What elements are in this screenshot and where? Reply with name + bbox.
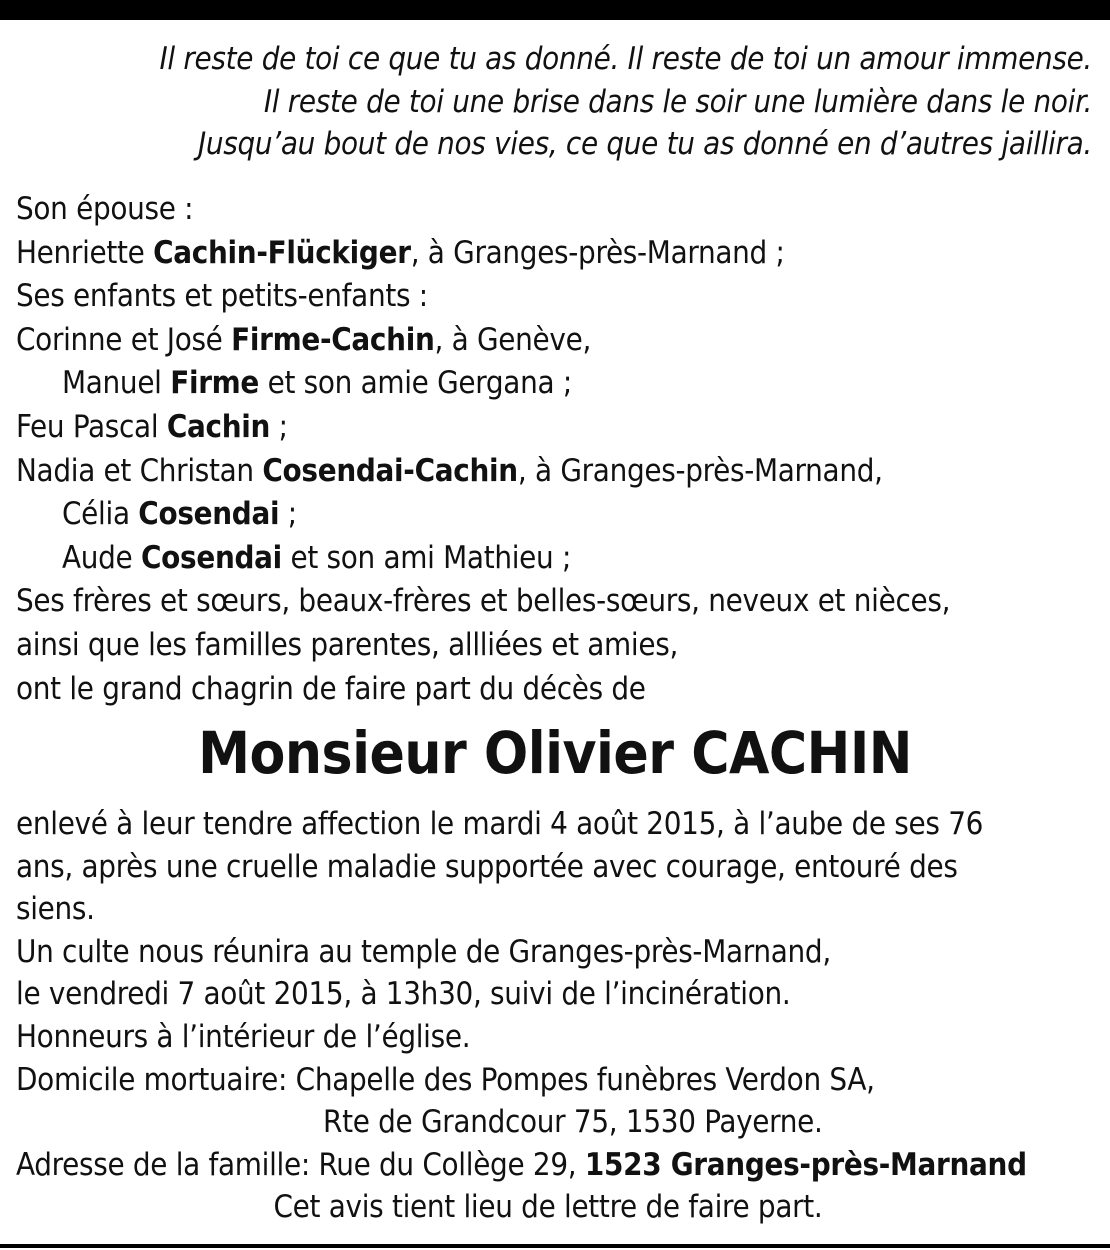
family-member-line	[16, 537, 1096, 581]
detail: et son amie Gergana ;	[259, 365, 572, 402]
poem-line: Il reste de toi une brise dans le soir une lumière dans le noir.	[263, 83, 1092, 120]
poem	[0, 38, 1092, 166]
family-member-line	[16, 362, 1096, 406]
surname: Cachin	[166, 408, 271, 445]
deceased-name: Monsieur Olivier CACHIN	[198, 719, 912, 787]
surname: Cosendai-Cachin	[262, 452, 518, 489]
surname: Cosendai	[138, 496, 280, 533]
first-name: Aude	[62, 539, 141, 576]
surname: Cosendai	[140, 539, 282, 576]
detail: ;	[270, 408, 288, 445]
first-name: Henriette	[16, 234, 154, 271]
relatives-line: ainsi que les familles parentes, allliées et amies,	[16, 626, 679, 663]
poem-line: Jusqu’au bout de nos vies, ce que tu as donné en d’autres jaillira.	[197, 126, 1092, 162]
surname: Cachin-Flückiger	[153, 234, 411, 271]
surname: Firme-Cachin	[231, 321, 435, 358]
detail: et son ami Mathieu ;	[281, 539, 572, 576]
children-heading: Ses enfants et petits-enfants :	[16, 278, 428, 315]
death-line: siens.	[16, 891, 95, 928]
death-line: enlevé à leur tendre affection le mardi 4 août 2015, à l’aube de ses 76	[16, 806, 984, 842]
closing-note: Cet avis tient lieu de lettre de faire part.	[273, 1189, 823, 1226]
relatives-line: ont le grand chagrin de faire part du décès de	[16, 670, 646, 707]
surname: Firme	[170, 365, 260, 402]
spouse-line	[16, 232, 1096, 276]
family-address-town: 1523 Granges-près-Marnand	[584, 1146, 1027, 1183]
first-name: Feu Pascal	[16, 408, 167, 445]
service-line: le vendredi 7 août 2015, à 13h30, suivi de l’incinération.	[16, 976, 791, 1013]
family-member-line	[16, 450, 1096, 494]
detail: , à Granges-près-Marnand ;	[410, 234, 785, 271]
first-name: Manuel	[62, 365, 171, 402]
detail: , à Granges-près-Marnand,	[517, 452, 883, 489]
family-member-line	[16, 493, 1096, 537]
service-line: Un culte nous réunira au temple de Granges-près-Marnand,	[16, 933, 831, 970]
first-name: Célia	[62, 496, 139, 533]
family-list	[16, 188, 1096, 711]
detail: ;	[279, 496, 297, 533]
death-line: ans, après une cruelle maladie supportée avec courage, entouré des	[16, 848, 958, 885]
family-member-line	[16, 406, 1096, 450]
detail: , à Genève,	[434, 321, 592, 358]
mortuary-line: Domicile mortuaire: Chapelle des Pompes funèbres Verdon SA,	[16, 1061, 875, 1098]
funeral-details	[16, 803, 1096, 1229]
poem-line: Il reste de toi ce que tu as donné. Il reste de toi un amour immense.	[159, 41, 1092, 77]
family-member-line	[16, 319, 1096, 363]
relatives-line: Ses frères et sœurs, beaux-frères et belles-sœurs, neveux et nièces,	[16, 583, 951, 620]
first-name: Nadia et Christan	[16, 452, 263, 489]
bottom-border-rule	[0, 1244, 1110, 1248]
family-address-street: Adresse de la famille: Rue du Collège 29,	[16, 1146, 585, 1183]
family-address	[16, 1144, 1096, 1187]
spouse-heading: Son épouse :	[16, 191, 194, 227]
first-name: Corinne et José	[16, 321, 232, 358]
mortuary-address: Rte de Grandcour 75, 1530 Payerne.	[323, 1104, 823, 1141]
service-line: Honneurs à l’intérieur de l’église.	[16, 1018, 471, 1055]
